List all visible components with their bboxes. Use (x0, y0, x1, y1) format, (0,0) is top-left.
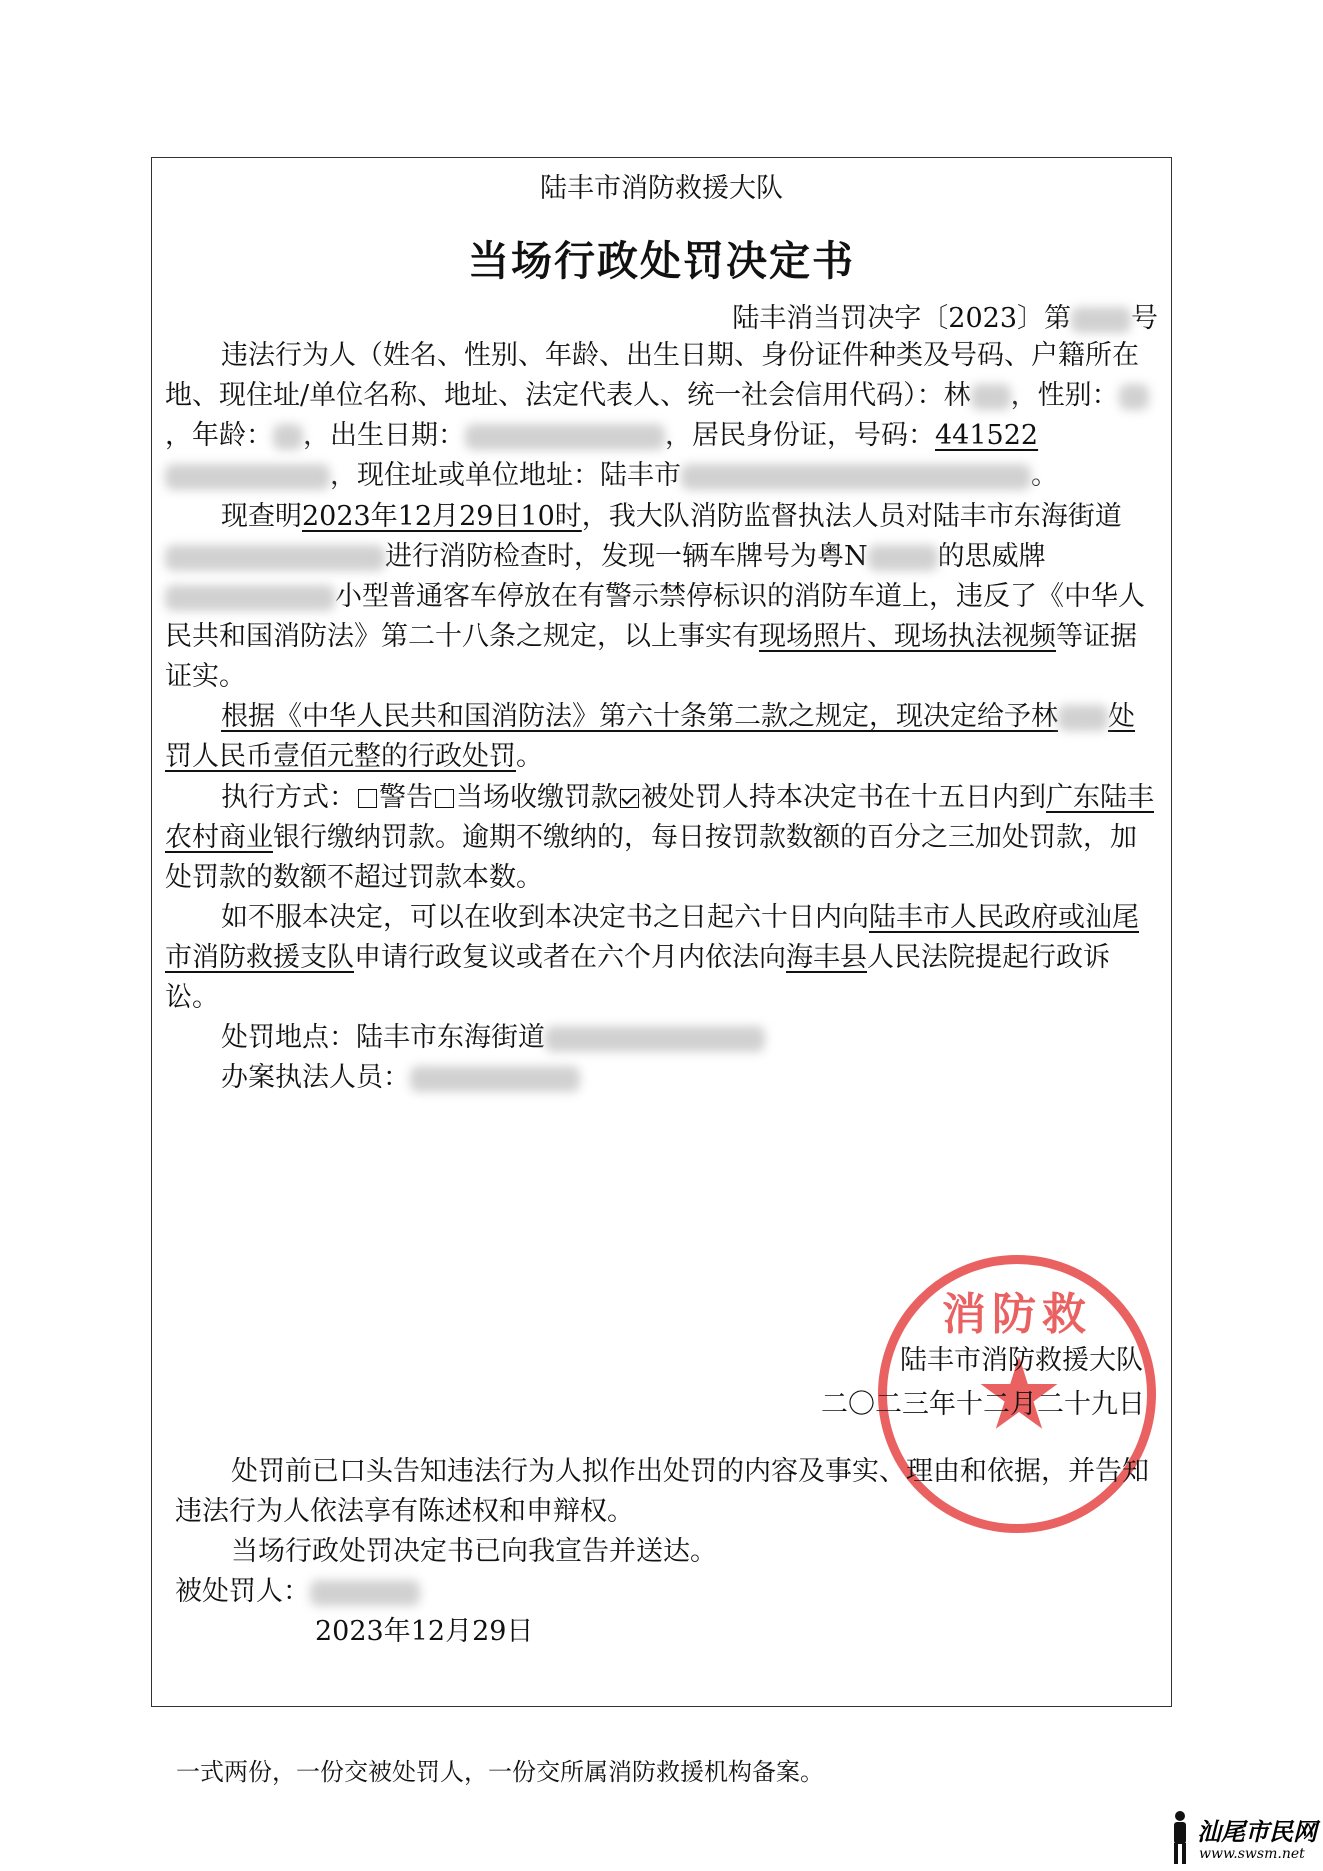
redacted-id (165, 464, 330, 490)
execution-rest: 银行缴纳罚款。逾期不缴纳的，每日按罚款数额的百分之三加处罚款，加处罚款的数额不超过罚款本数。 (165, 822, 1137, 893)
facts-text-3: 的思威牌 (937, 541, 1046, 572)
redacted-number (1071, 307, 1131, 333)
document-number (732, 296, 1158, 335)
offender-intro: 违法行为人（姓名、性别、年龄、出生日期、身份证件种类及号码、户籍所在地、现住址/单位名称、地址、法定代表人、统一社会信用代码）：林 (165, 340, 1139, 411)
redacted-officers (410, 1066, 580, 1092)
birth-label: ，出生日期： (303, 420, 465, 451)
seal-text: 消防救 (942, 1289, 1092, 1340)
facts-text-5: 等证据证实。 (165, 621, 1137, 692)
appeal-court: 海丰县 (786, 942, 867, 973)
notice-delivery: 当场行政处罚决定书已向我宣告并送达。 (231, 1536, 717, 1567)
redacted-name (971, 384, 1011, 410)
redacted-location (165, 545, 385, 571)
redacted-vehicle (165, 585, 335, 611)
decision-paragraph (165, 697, 1160, 777)
appeal-gov: 陆丰市人民政府或汕尾市消防救援支队 (165, 902, 1139, 973)
facts-text-2: 进行消防检查时，发现一辆车牌号为粤N (385, 541, 868, 572)
facts-text-1: ，我大队消防监督执法人员对陆丰市东海街道 (581, 501, 1122, 532)
officer-label: 办案执法人员： (221, 1062, 410, 1093)
decision-end: 。 (516, 741, 543, 772)
recipient-date: 2023年12月29日 (315, 1616, 534, 1647)
appeal-paragraph (165, 898, 1160, 1018)
watermark-url: www.swsm.net (1199, 1846, 1305, 1862)
id-prefix: 441522 (935, 420, 1039, 451)
officer-line (165, 1058, 1160, 1098)
execution-opt-warning: 警告 (379, 782, 433, 813)
doc-no-suffix: 号 (1131, 303, 1158, 334)
facts-evidence: 现场照片、现场执法视频 (759, 621, 1056, 652)
facts-time: 2023年12月29日10时 (302, 501, 582, 532)
redacted-place (545, 1026, 765, 1052)
redacted-gender (1119, 384, 1149, 410)
facts-paragraph (165, 497, 1160, 697)
appeal-text-2: 申请行政复议或者在六个月内依法向 (354, 942, 786, 973)
execution-bank: 广东陆丰农村商业 (165, 782, 1154, 853)
signature-org: 陆丰市消防救援大队 (900, 1345, 1143, 1376)
execution-paragraph (165, 778, 1160, 898)
watermark-name: 汕尾市民网 (1197, 1817, 1317, 1846)
decision-text-1: 根据《中华人民共和国消防法》第六十条第二款之规定，现决定给予林 (221, 701, 1058, 732)
facts-text-4: 小型普通客车停放在有警示禁停标识的消防车道上，违反了《中华人民共和国消防法》第二十八条之规定，以上事实有 (165, 581, 1145, 652)
onsite-fine-checkbox (435, 789, 454, 808)
bank-payment-checkbox (620, 789, 639, 808)
execution-label: 执行方式： (221, 782, 356, 813)
offender-end: 。 (1031, 460, 1058, 491)
facts-lead: 现查明 (221, 501, 302, 532)
gender-label: ，性别： (1010, 380, 1119, 411)
age-label: ，年龄： (165, 420, 273, 451)
redacted-age (273, 424, 303, 450)
appeal-text-3: 人民法院提起行政诉讼。 (165, 942, 1110, 1013)
signature-date: 二〇二三年十二月二十九日 (821, 1389, 1145, 1420)
document-title: 当场行政处罚决定书 (468, 237, 855, 285)
warning-checkbox (358, 789, 377, 808)
execution-opt-bank: 被处罚人持本决定书在十五日内到 (641, 782, 1046, 813)
appeal-text-1: 如不服本决定，可以在收到本决定书之日起六十日内向 (221, 902, 869, 933)
issuing-org: 陆丰市消防救援大队 (540, 173, 783, 204)
site-watermark (1163, 1808, 1321, 1868)
offender-paragraph (165, 336, 1160, 496)
redacted-recipient (310, 1580, 420, 1606)
place-line (165, 1018, 1160, 1058)
redacted-name-2 (1058, 705, 1108, 731)
footer-note: 一式两份，一份交被处罚人，一份交所属消防救援机构备案。 (176, 1758, 824, 1786)
decision-penalty: 处罚人民币壹佰元整的行政处罚 (165, 701, 1135, 772)
place-label: 处罚地点： (221, 1022, 356, 1053)
redacted-birthdate (465, 424, 665, 450)
recipient-label: 被处罚人： (175, 1576, 310, 1607)
place-value: 陆丰市东海街道 (356, 1022, 545, 1053)
recipient-line (175, 1572, 1155, 1612)
notice-paragraph (175, 1452, 1155, 1652)
id-label: ，居民身份证，号码： (665, 420, 935, 451)
address-label: ，现住址或单位地址：陆丰市 (330, 460, 681, 491)
execution-opt-onsite: 当场收缴罚款 (456, 782, 618, 813)
doc-no-prefix: 陆丰消当罚决字〔2023〕第 (732, 303, 1071, 334)
redacted-address (681, 464, 1031, 490)
redacted-plate (868, 545, 938, 571)
notice-text: 处罚前已口头告知违法行为人拟作出处罚的内容及事实、理由和依据，并告知违法行为人依法享有陈述权和申辩权。 (175, 1456, 1149, 1527)
person-silhouette-icon (1169, 1810, 1191, 1866)
